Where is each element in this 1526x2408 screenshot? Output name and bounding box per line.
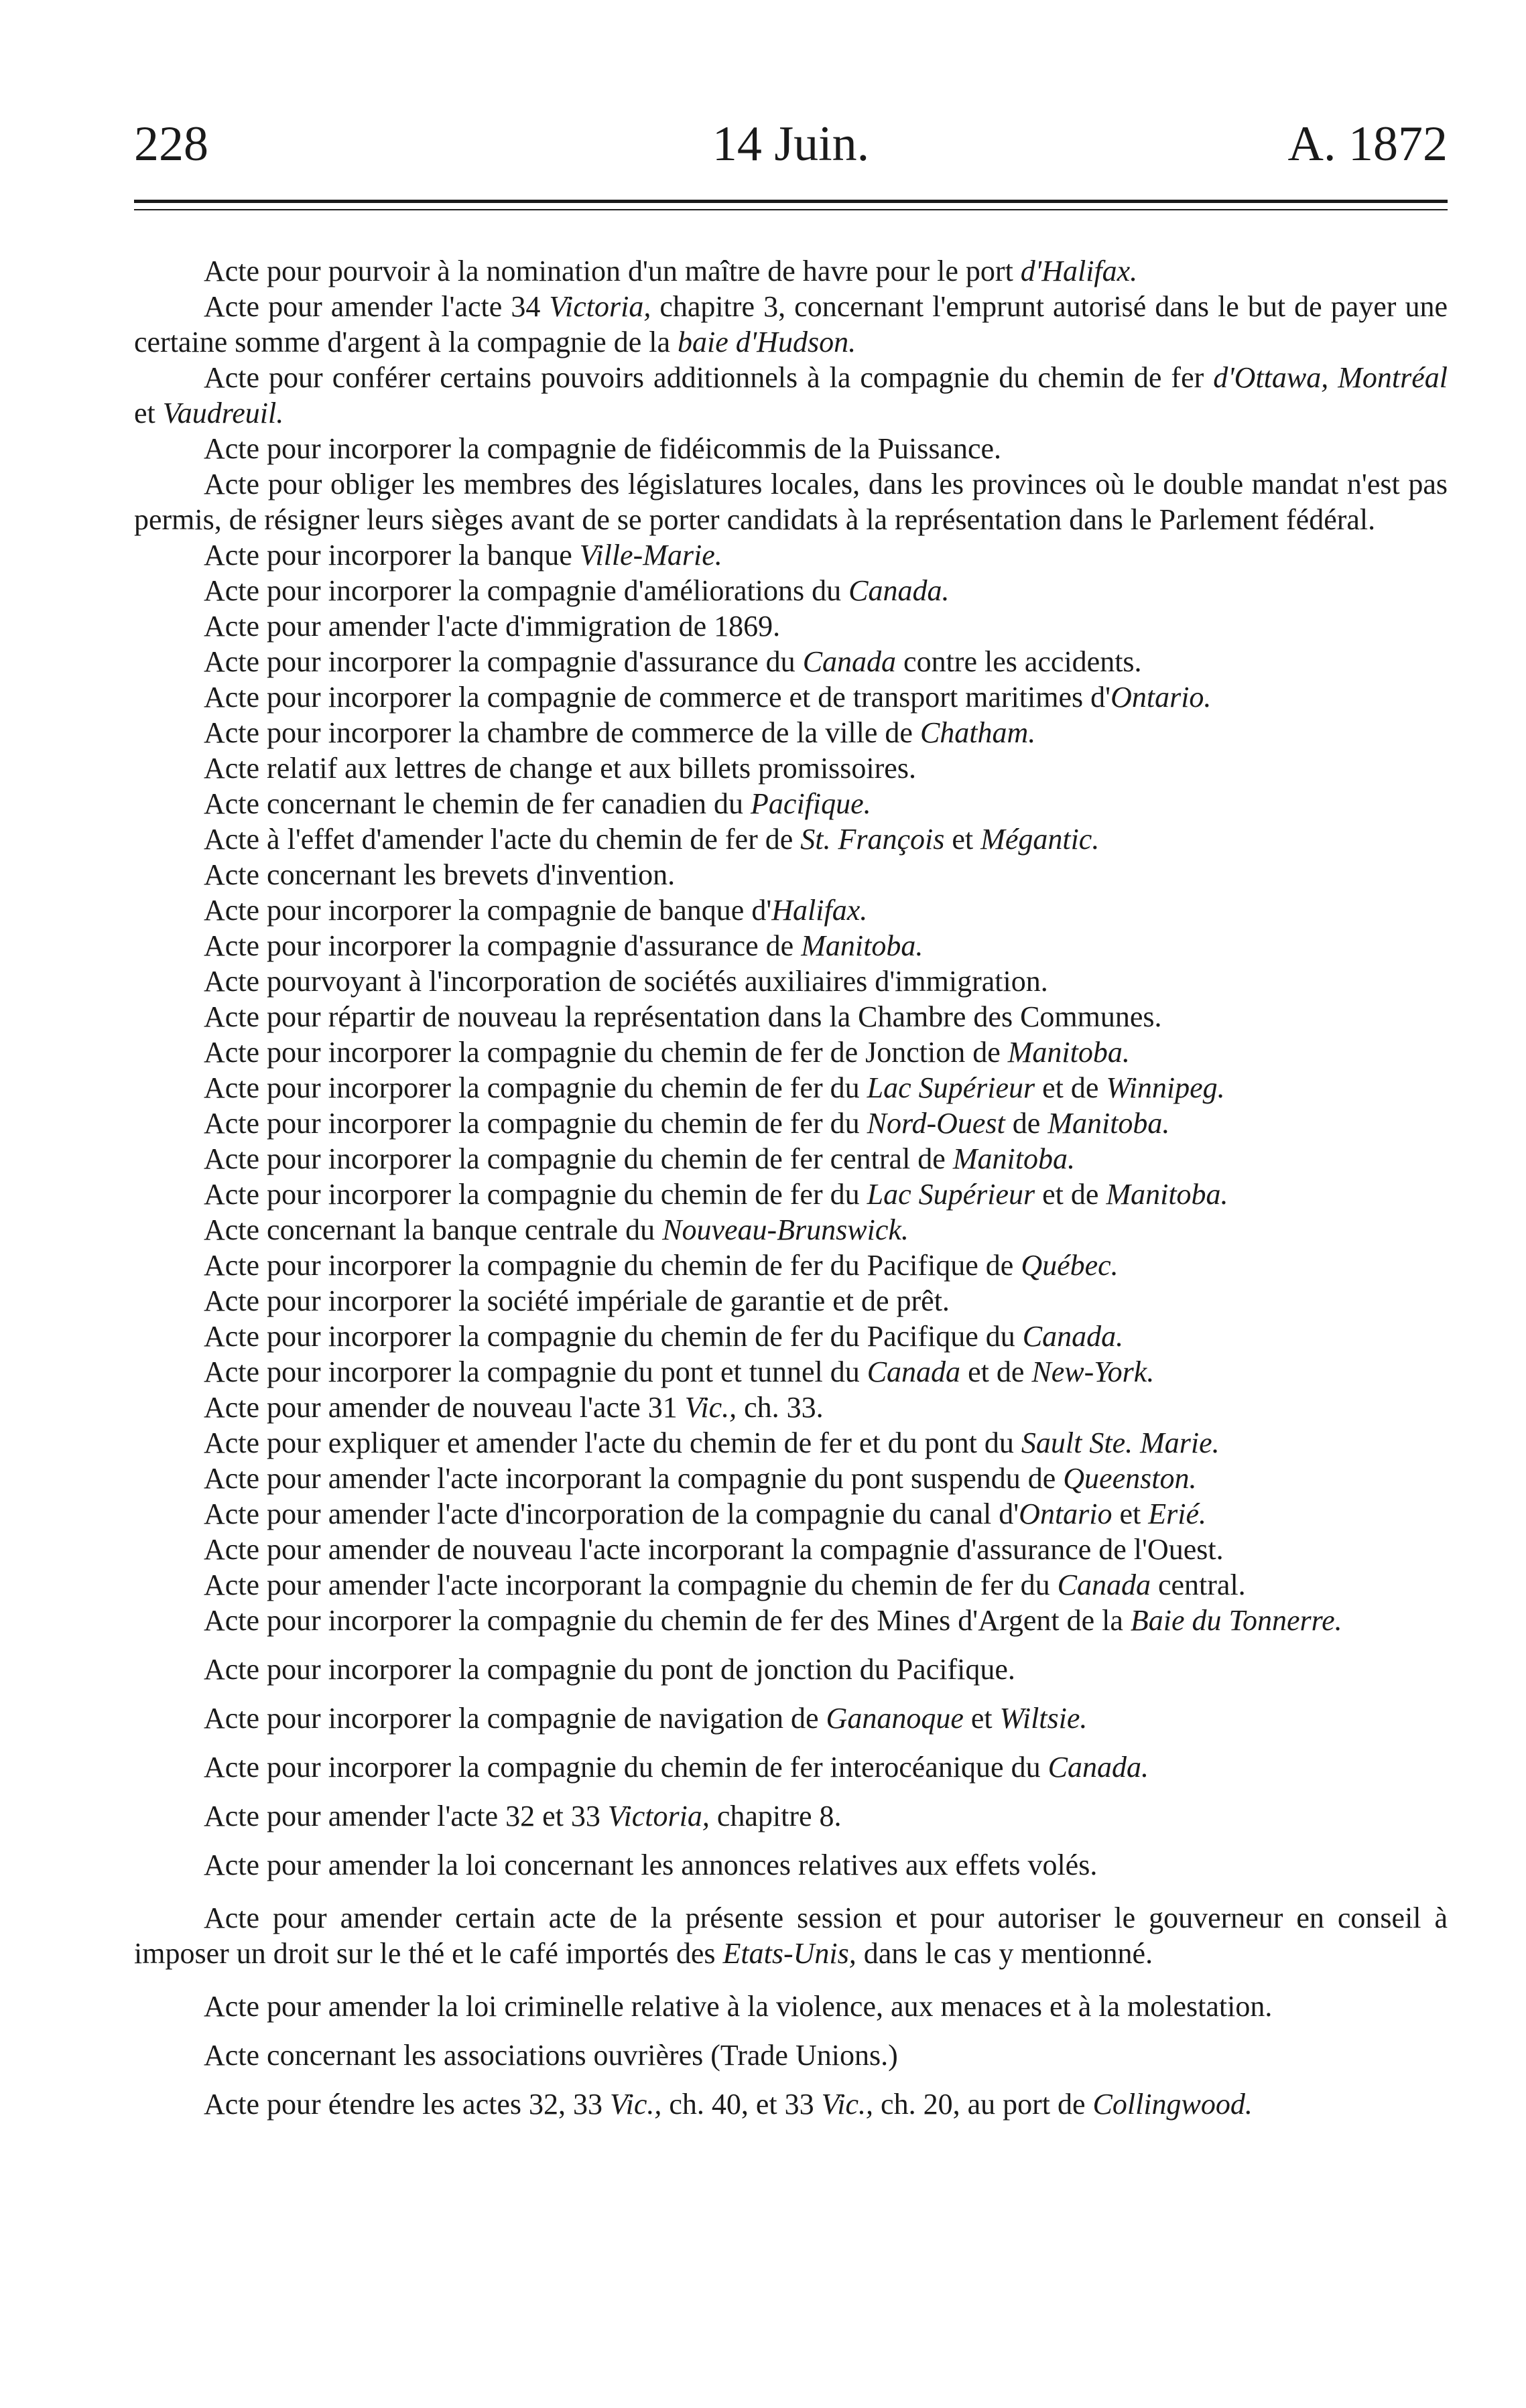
act-text: chapitre 3, concernant l'emprunt autorisé dans le but de payer une certaine somme d'argent à la compagnie de la [134,290,1448,358]
act-text: Acte pour incorporer la compagnie du chemin de fer du Pacifique de [204,1249,1021,1282]
header-rule-thin [134,209,1448,210]
act-italic-text: Lac Supérieur [867,1071,1035,1104]
act-entry [134,2086,1448,2122]
act-italic-text: Pacifique. [751,787,871,820]
act-italic-text: Collingwood. [1092,2088,1253,2121]
act-text: Acte pour amender l'acte d'immigration de 1869. [204,610,781,643]
act-text: Acte pour amender la loi criminelle relative à la violence, aux menaces et à la molestation. [204,1990,1273,2023]
acts-list [134,253,1448,2122]
act-italic-text: Mégantic. [980,823,1100,856]
act-italic-text: Ontario. [1110,681,1212,714]
act-italic-text: Gananoque [826,1702,964,1735]
act-text: Acte pour amender de nouveau l'acte 31 [204,1391,685,1424]
act-text: Acte pour incorporer la société impériale de garantie et de prêt. [204,1284,950,1317]
act-text: et [944,823,981,856]
act-italic-text: Canada [867,1355,961,1388]
act-text: et de [1035,1071,1106,1104]
act-text: Acte pour étendre les actes 32, 33 [204,2088,610,2121]
act-entry [134,750,1448,786]
act-entry [134,289,1448,360]
act-text: Acte pour incorporer la compagnie du pont et tunnel du [204,1355,867,1388]
act-italic-text: Manitoba. [952,1142,1075,1175]
act-entry [134,608,1448,644]
act-text: Acte pour incorporer la compagnie de navigation de [204,1702,826,1735]
act-text: ch. 20, au port de [873,2088,1093,2121]
act-entry [134,1900,1448,1971]
act-italic-text: New-York. [1031,1355,1155,1388]
act-italic-text: Wiltsie. [999,1702,1088,1735]
act-text: dans le cas y mentionné. [856,1937,1153,1970]
act-text: et de [1035,1178,1106,1211]
act-entry [134,1390,1448,1425]
act-entry [134,1248,1448,1283]
act-text: Acte pour incorporer la chambre de commerce de la ville de [204,716,920,749]
act-italic-text: Vaudreuil. [162,397,284,429]
act-text: Acte pour incorporer la compagnie du chemin de fer du Pacifique du [204,1320,1023,1353]
act-text: Acte pourvoyant à l'incorporation de sociétés auxiliaires d'immigration. [204,965,1048,998]
act-italic-text: Vic., [821,2088,874,2121]
act-text: Acte pour amender l'acte incorporant la compagnie du chemin de fer du [204,1568,1058,1601]
act-text: et [963,1702,1000,1735]
act-italic-text: Québec. [1021,1249,1119,1282]
act-text: Acte pour amender l'acte 34 [204,290,550,323]
act-text: Acte pour amender la loi concernant les annonces relatives aux effets volés. [204,1849,1098,1881]
act-text: et [1112,1497,1149,1530]
act-italic-text: baie d'Hudson. [678,326,856,358]
act-text: Acte concernant les brevets d'invention. [204,858,676,891]
act-text: Acte pour amender certain acte de la présente session et pour autoriser le gouverneur en conseil à imposer un droit sur le thé et le café importés des [134,1901,1448,1970]
act-text: Acte pour amender l'acte incorporant la compagnie du pont suspendu de [204,1462,1064,1495]
act-text: de [1005,1107,1048,1140]
act-italic-text: Ville-Marie. [579,539,722,572]
act-text: Acte pour incorporer la banque [204,539,580,572]
act-entry [134,253,1448,289]
act-italic-text: Vic., [610,2088,662,2121]
act-entry [134,1283,1448,1319]
act-entry [134,1212,1448,1248]
page-header [134,114,1448,174]
act-text: Acte pour incorporer la compagnie du chemin de fer central de [204,1142,953,1175]
act-italic-text: Etats-Unis, [722,1937,856,1970]
act-text: Acte pour incorporer la compagnie de banque d' [204,894,772,927]
act-text: Acte pour incorporer la compagnie du chemin de fer interocéanique du [204,1751,1048,1784]
act-text: Acte pour répartir de nouveau la représentation dans la Chambre des Communes. [204,1000,1162,1033]
act-text: Acte pour incorporer la compagnie du chemin de fer du [204,1178,867,1211]
act-italic-text: Manitoba. [1007,1036,1130,1069]
act-entry [134,1567,1448,1603]
act-entry [134,1461,1448,1496]
act-text: Acte pour incorporer la compagnie d'assurance de [204,929,802,962]
act-italic-text: Winnipeg. [1106,1071,1225,1104]
act-entry [134,715,1448,750]
act-entry [134,1700,1448,1736]
act-entry [134,786,1448,821]
act-italic-text: Chatham. [919,716,1036,749]
act-italic-text: Sault Ste. Marie. [1021,1426,1220,1459]
act-entry [134,1177,1448,1212]
act-text: Acte concernant le chemin de fer canadien du [204,787,751,820]
session-date: 14 Juin. [712,117,870,172]
act-entry [134,857,1448,892]
act-entry [134,573,1448,608]
act-entry [134,821,1448,857]
act-italic-text: Queenston. [1063,1462,1197,1495]
act-italic-text: d'Halifax. [1020,255,1138,287]
act-entry [134,1106,1448,1141]
act-italic-text: Canada. [1047,1751,1149,1784]
act-text: Acte à l'effet d'amender l'acte du chemin de fer de [204,823,801,856]
act-entry [134,1652,1448,1687]
act-entry [134,537,1448,573]
act-entry [134,2037,1448,2073]
act-italic-text: Canada [1057,1568,1151,1601]
act-entry [134,644,1448,679]
act-entry [134,1141,1448,1177]
act-entry [134,431,1448,466]
act-text: Acte pour incorporer la compagnie du chemin de fer des Mines d'Argent de la [204,1604,1131,1637]
act-text: Acte concernant la banque centrale du [204,1213,663,1246]
act-italic-text: Canada [802,645,897,678]
act-entry [134,466,1448,537]
act-text: Acte pour incorporer la compagnie du chemin de fer du [204,1071,867,1104]
act-text: Acte pour amender l'acte 32 et 33 [204,1800,608,1832]
act-italic-text: Victoria, [549,290,651,323]
act-italic-text: Vic., [684,1391,737,1424]
act-entry [134,1425,1448,1461]
act-entry [134,1070,1448,1106]
act-text: Acte pour incorporer la compagnie d'améliorations du [204,574,849,607]
act-text: Acte pour incorporer la compagnie du pont de jonction du Pacifique. [204,1653,1015,1686]
act-entry [134,1354,1448,1390]
act-text: et [134,397,163,429]
act-text: et de [960,1355,1032,1388]
act-text: Acte pour obliger les membres des législatures locales, dans les provinces où le double mandat n'est pas permis, de résigner leurs sièges avant de se porter candidats à la représentation dans le Parlement fédéral. [134,468,1448,536]
act-text: contre les accidents. [896,645,1142,678]
act-italic-text: Ontario [1019,1497,1112,1530]
act-italic-text: Canada. [848,574,950,607]
act-italic-text: Lac Supérieur [867,1178,1035,1211]
act-text: Acte pour pourvoir à la nomination d'un maître de havre pour le port [204,255,1021,287]
act-italic-text: Manitoba. [801,929,924,962]
act-text: Acte concernant les associations ouvrières (Trade Unions.) [204,2039,898,2072]
act-entry [134,1034,1448,1070]
act-entry [134,1989,1448,2024]
act-italic-text: St. François [800,823,945,856]
session-year: A. 1872 [1287,117,1448,172]
act-text: Acte pour expliquer et amender l'acte du chemin de fer et du pont du [204,1426,1021,1459]
act-entry [134,1319,1448,1354]
act-entry [134,999,1448,1034]
act-entry [134,1496,1448,1532]
act-italic-text: Manitoba. [1106,1178,1228,1211]
act-entry [134,892,1448,928]
act-entry [134,1798,1448,1834]
act-italic-text: Canada. [1022,1320,1124,1353]
act-entry [134,1847,1448,1883]
act-text: chapitre 8. [709,1800,842,1832]
act-italic-text: Nord-Ouest [867,1107,1005,1140]
act-entry [134,679,1448,715]
act-text: Acte pour incorporer la compagnie de fidéicommis de la Puissance. [204,432,1002,465]
header-rule-thick [134,200,1448,203]
act-text: Acte pour amender de nouveau l'acte incorporant la compagnie d'assurance de l'Ouest. [204,1533,1224,1566]
act-text: Acte pour incorporer la compagnie d'assurance du [204,645,803,678]
act-text: Acte pour incorporer la compagnie du chemin de fer de Jonction de [204,1036,1008,1069]
page-number: 228 [134,117,208,172]
act-italic-text: Baie du Tonnerre. [1130,1604,1342,1637]
act-italic-text: Manitoba. [1047,1107,1170,1140]
act-text: Acte pour incorporer la compagnie de commerce et de transport maritimes d' [204,681,1111,714]
act-entry [134,963,1448,999]
act-text: Acte relatif aux lettres de change et aux billets promissoires. [204,752,916,785]
act-text: Acte pour amender l'acte d'incorporation de la compagnie du canal d' [204,1497,1019,1530]
act-entry [134,1532,1448,1567]
act-text: ch. 40, et 33 [661,2088,822,2121]
act-text: ch. 33. [737,1391,824,1424]
act-italic-text: d'Ottawa, Montréal [1213,361,1448,394]
act-entry [134,360,1448,431]
act-italic-text: Halifax. [771,894,868,927]
act-italic-text: Nouveau-Brunswick. [662,1213,909,1246]
act-entry [134,928,1448,963]
act-text: Acte pour conférer certains pouvoirs additionnels à la compagnie du chemin de fer [204,361,1214,394]
act-text: central. [1150,1568,1246,1601]
act-entry [134,1603,1448,1638]
act-text: Acte pour incorporer la compagnie du chemin de fer du [204,1107,867,1140]
act-italic-text: Erié. [1148,1497,1207,1530]
act-italic-text: Victoria, [607,1800,710,1832]
act-entry [134,1749,1448,1785]
